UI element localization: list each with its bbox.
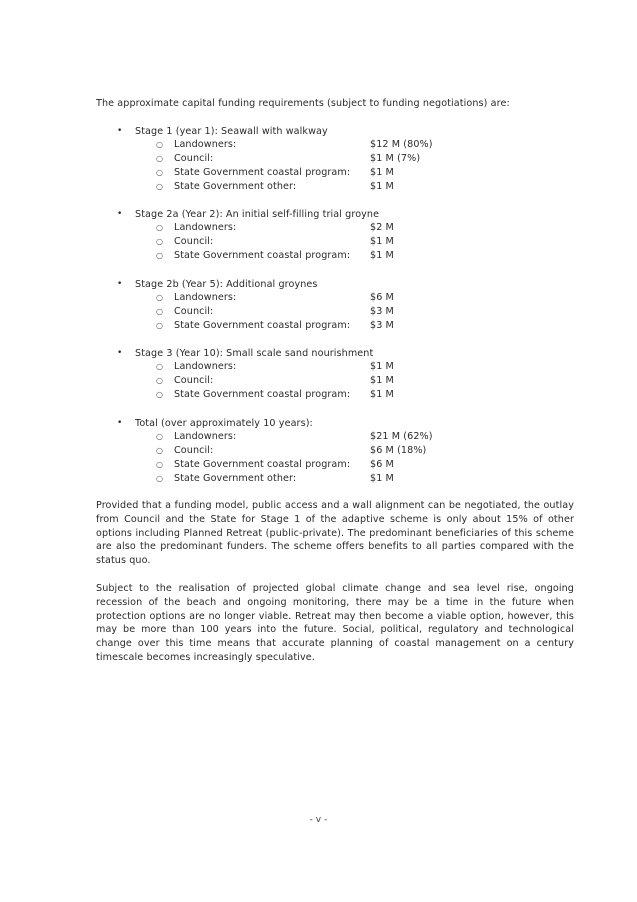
circle-bullet-icon: ○ [156, 223, 164, 232]
circle-bullet-icon: ○ [156, 182, 164, 191]
intro-text: The approximate capital funding requirements (subject to funding negotiations) are: [96, 98, 510, 109]
funding-item [0, 180, 637, 194]
text-line: change over this time means that accurate planning of coastal management on a century [96, 638, 574, 650]
circle-bullet-icon: ○ [156, 376, 164, 385]
stage-title: Stage 2b (Year 5): Additional groynes [135, 279, 318, 290]
funding-amount: $1 M [370, 361, 394, 372]
stage-title: Total (over approximately 10 years): [135, 418, 313, 429]
funding-amount: $21 M (62%) [370, 431, 433, 442]
funder-label: State Government coastal program: [174, 459, 351, 470]
circle-bullet-icon: ○ [156, 293, 164, 302]
funder-label: State Government coastal program: [174, 167, 351, 178]
circle-bullet-icon: ○ [156, 154, 164, 163]
text-line: timescale becomes increasingly speculative. [96, 651, 315, 663]
funding-amount: $6 M [370, 292, 394, 303]
funder-label: Landowners: [174, 222, 237, 233]
paragraph-future-outlook [96, 582, 574, 665]
funding-item [0, 138, 637, 152]
funding-item [0, 430, 637, 444]
circle-bullet-icon: ○ [156, 432, 164, 441]
circle-bullet-icon: ○ [156, 307, 164, 316]
circle-bullet-icon: ○ [156, 474, 164, 483]
funder-label: Landowners: [174, 361, 237, 372]
bullet-icon: • [117, 348, 123, 358]
funding-item [0, 166, 637, 180]
funding-item [0, 444, 637, 458]
funding-item [0, 458, 637, 472]
funding-amount: $12 M (80%) [370, 139, 433, 150]
funder-label: Council: [174, 236, 214, 247]
funder-label: Council: [174, 153, 214, 164]
circle-bullet-icon: ○ [156, 362, 164, 371]
funder-label: Council: [174, 445, 214, 456]
text-line: recession of the beach and ongoing monitoring, there may be a time in the future when [96, 596, 574, 608]
funding-amount: $1 M (7%) [370, 153, 421, 164]
bullet-icon: • [117, 418, 123, 428]
funder-label: State Government coastal program: [174, 389, 351, 400]
funder-label: State Government coastal program: [174, 250, 351, 261]
circle-bullet-icon: ○ [156, 251, 164, 260]
funding-amount: $1 M [370, 236, 394, 247]
page-number: - v - [309, 815, 328, 825]
funding-item [0, 235, 637, 249]
funding-item [0, 249, 637, 263]
circle-bullet-icon: ○ [156, 321, 164, 330]
circle-bullet-icon: ○ [156, 390, 164, 399]
funder-label: Landowners: [174, 139, 237, 150]
text-line: may be more than 100 years into the future. Social, political, regulatory and technological [96, 624, 574, 636]
text-line: status quo. [96, 555, 151, 567]
funder-label: Landowners: [174, 431, 237, 442]
funder-label: State Government other: [174, 473, 297, 484]
funder-label: Landowners: [174, 292, 237, 303]
funding-amount: $6 M [370, 459, 394, 470]
funding-item [0, 388, 637, 402]
funding-item [0, 291, 637, 305]
funding-amount: $1 M [370, 250, 394, 261]
funding-amount: $1 M [370, 389, 394, 400]
bullet-icon: • [117, 126, 123, 136]
funding-item [0, 221, 637, 235]
funding-amount: $6 M (18%) [370, 445, 427, 456]
circle-bullet-icon: ○ [156, 460, 164, 469]
funder-label: State Government coastal program: [174, 320, 351, 331]
circle-bullet-icon: ○ [156, 140, 164, 149]
funding-item [0, 152, 637, 166]
text-line: protection options are no longer viable. Retreat may then become a viable option, however, this [96, 610, 574, 622]
bullet-icon: • [117, 209, 123, 219]
funder-label: State Government other: [174, 181, 297, 192]
stage-title: Stage 1 (year 1): Seawall with walkway [135, 126, 328, 137]
text-line: Provided that a funding model, public access and a wall alignment can be negotiated, the outlay [96, 500, 574, 511]
funder-label: Council: [174, 375, 214, 386]
funding-amount: $1 M [370, 375, 394, 386]
funding-amount: $2 M [370, 222, 394, 233]
paragraph-funding-summary [96, 499, 574, 568]
bullet-icon: • [117, 279, 123, 289]
funding-amount: $3 M [370, 320, 394, 331]
funding-item [0, 374, 637, 388]
text-line: options including Planned Retreat (public-private). The predominant beneficiaries of this scheme [96, 527, 574, 539]
circle-bullet-icon: ○ [156, 446, 164, 455]
circle-bullet-icon: ○ [156, 237, 164, 246]
circle-bullet-icon: ○ [156, 168, 164, 177]
funding-item [0, 472, 637, 486]
funding-amount: $3 M [370, 306, 394, 317]
text-line: Subject to the realisation of projected global climate change and sea level rise, ongoing [96, 583, 574, 594]
funding-amount: $1 M [370, 167, 394, 178]
text-line: are also the predominant funders. The scheme offers benefits to all parties compared with the [96, 541, 574, 553]
funding-amount: $1 M [370, 181, 394, 192]
stage-title: Stage 3 (Year 10): Small scale sand nourishment [135, 348, 374, 359]
stage-title: Stage 2a (Year 2): An initial self-filling trial groyne [135, 209, 380, 220]
funding-item [0, 319, 637, 333]
text-line: from Council and the State for Stage 1 of the adaptive scheme is only about 15% of other [96, 513, 574, 525]
funding-item [0, 360, 637, 374]
funding-amount: $1 M [370, 473, 394, 484]
funder-label: Council: [174, 306, 214, 317]
funding-item [0, 305, 637, 319]
